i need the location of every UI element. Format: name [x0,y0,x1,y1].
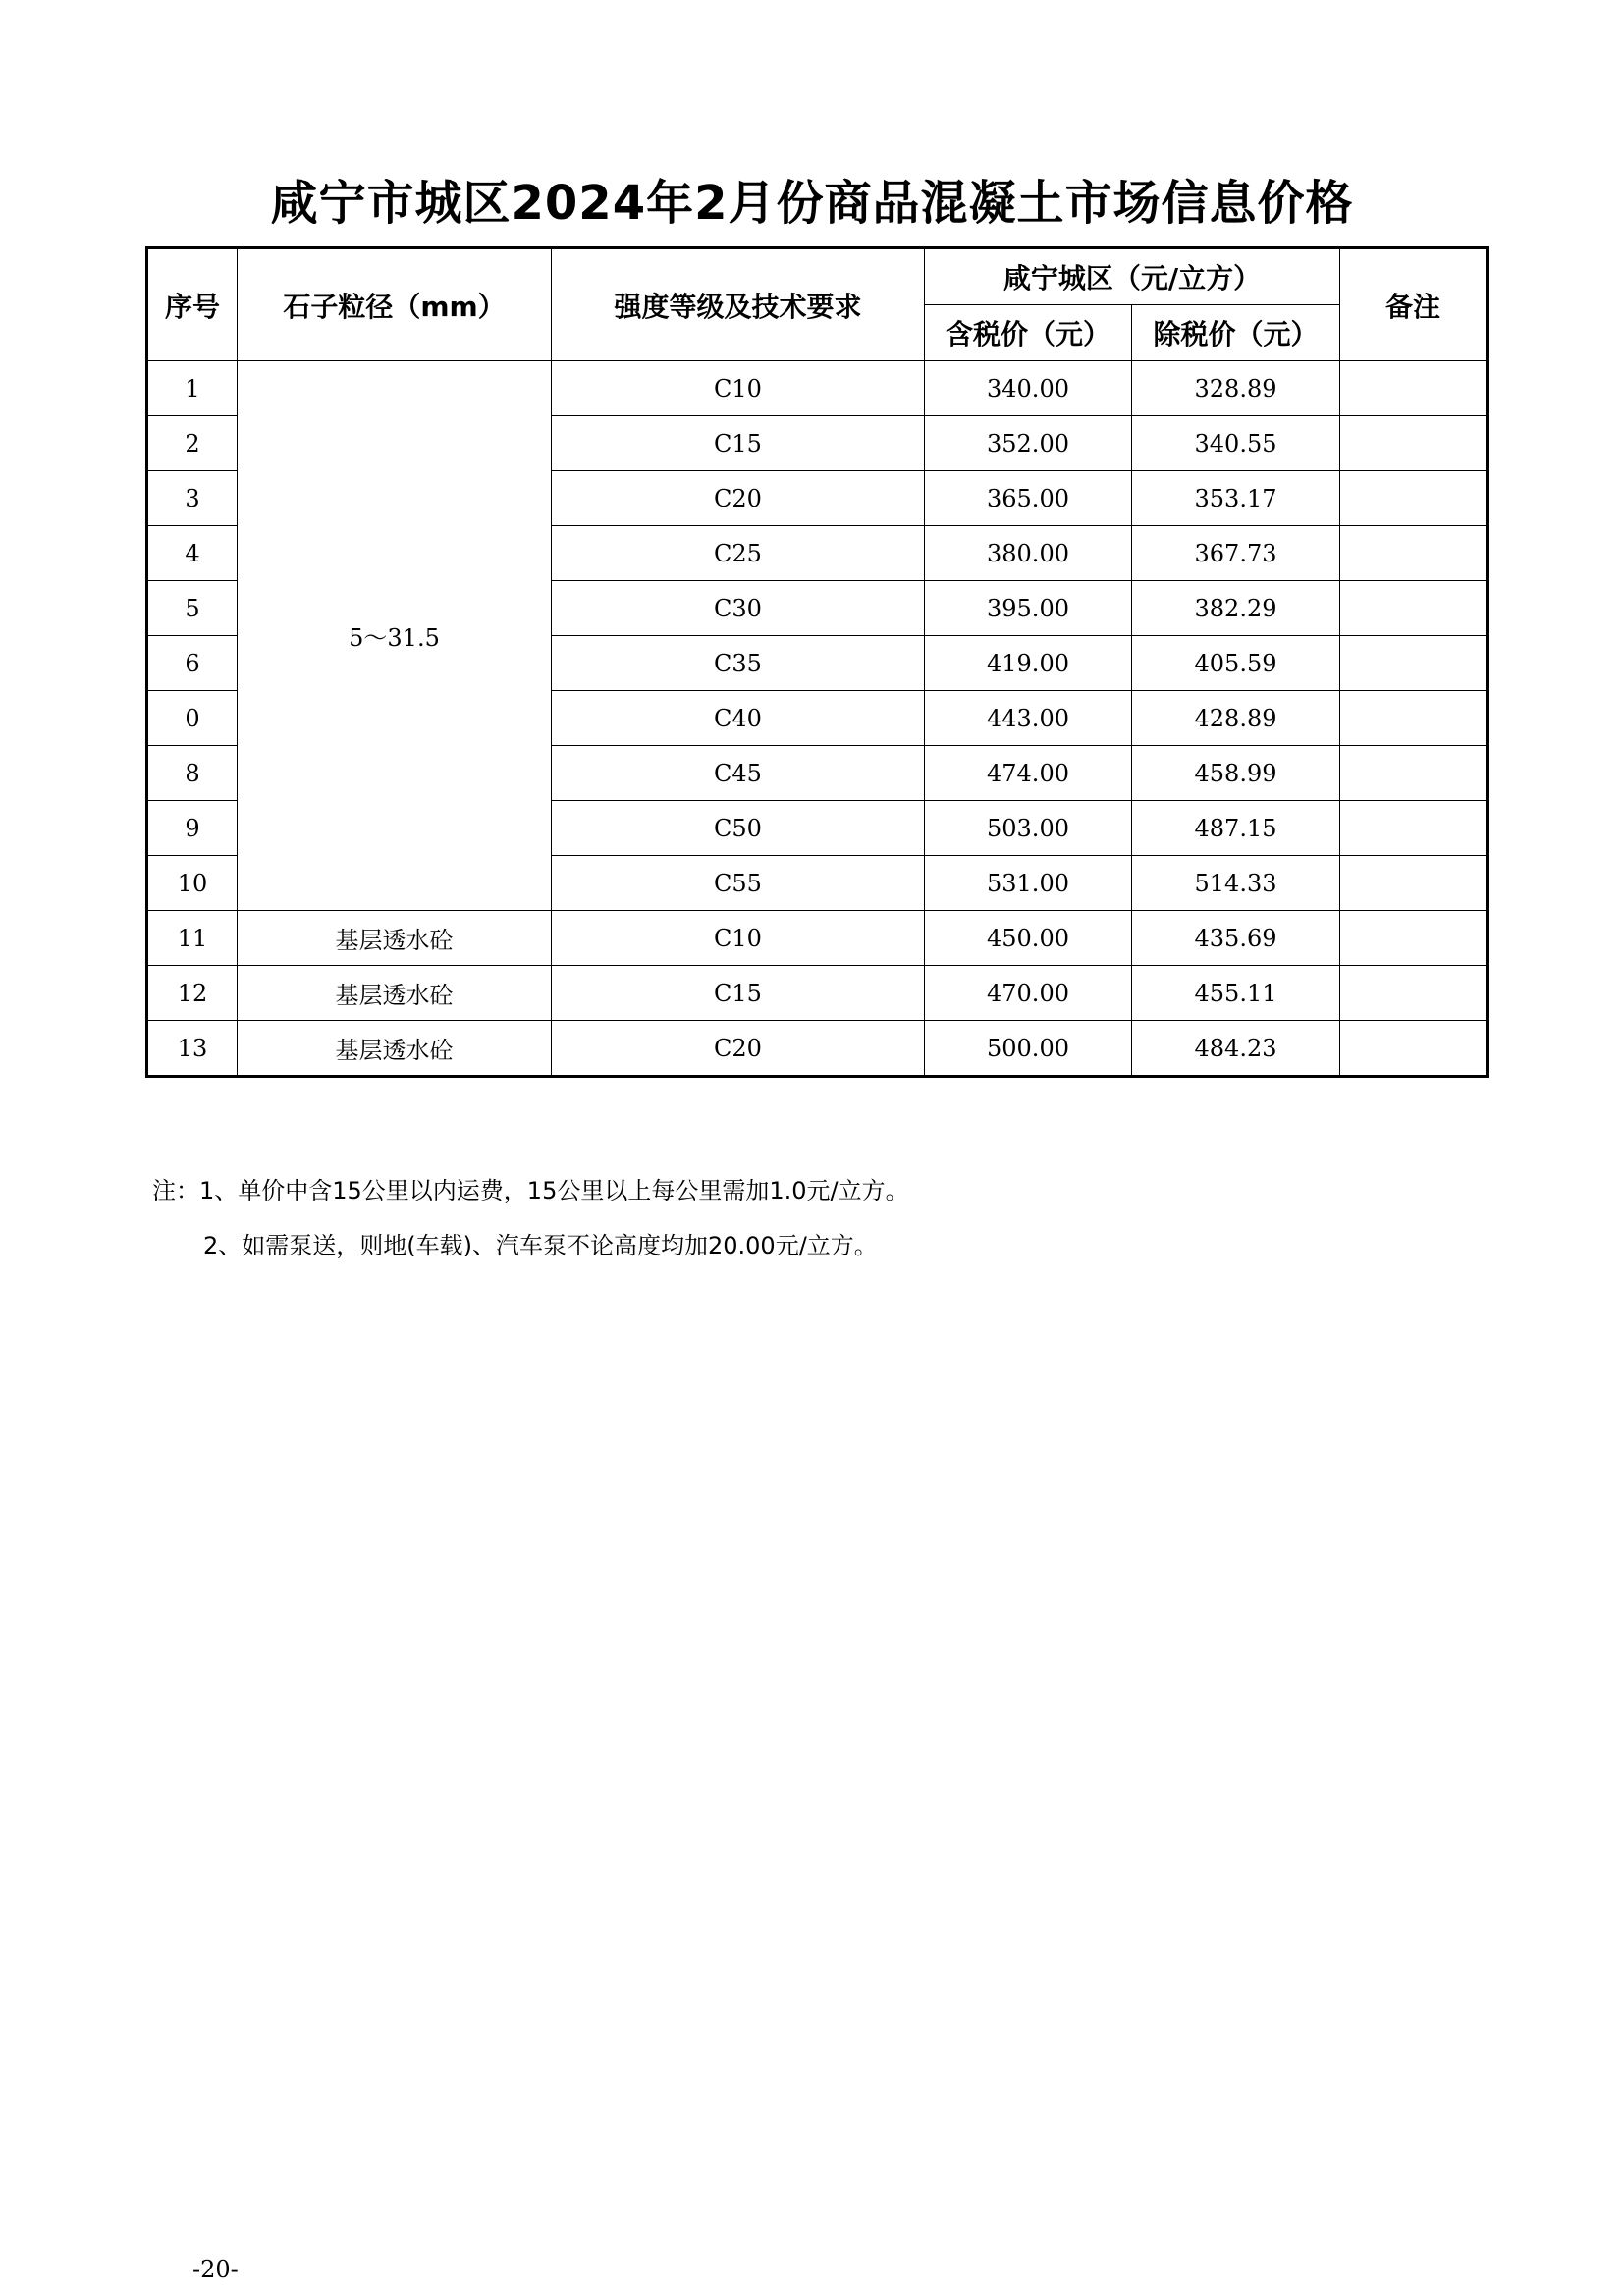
cell-tax-included: 531.00 [925,856,1132,911]
cell-tax-included: 450.00 [925,911,1132,966]
cell-grade: C25 [552,526,925,581]
cell-seq: 3 [147,471,238,526]
cell-tax-included: 380.00 [925,526,1132,581]
cell-remark [1340,471,1488,526]
cell-grade: C30 [552,581,925,636]
cell-tax-included: 474.00 [925,746,1132,801]
cell-tax-included: 352.00 [925,416,1132,471]
cell-grade: C20 [552,1021,925,1077]
cell-tax-excluded: 455.11 [1132,966,1340,1021]
note-line-1: 注：1、单价中含15公里以内运费，15公里以上每公里需加1.0元/立方。 [152,1177,909,1204]
cell-tax-excluded: 340.55 [1132,416,1340,471]
page-title: 咸宁市城区2024年2月份商品混凝土市场信息价格 [270,176,1354,231]
page-number: -20- [192,2256,239,2283]
cell-tax-excluded: 484.23 [1132,1021,1340,1077]
cell-remark [1340,416,1488,471]
cell-grade: C45 [552,746,925,801]
cell-remark [1340,746,1488,801]
cell-seq: 4 [147,526,238,581]
cell-tax-excluded: 405.59 [1132,636,1340,691]
cell-grade: C20 [552,471,925,526]
cell-tax-excluded: 382.29 [1132,581,1340,636]
header-tax-excluded: 除税价（元） [1132,305,1340,361]
cell-tax-excluded: 435.69 [1132,911,1340,966]
cell-grade: C55 [552,856,925,911]
price-table [145,246,1489,1078]
cell-remark [1340,361,1488,416]
table-row [147,966,1488,1021]
cell-remark [1340,581,1488,636]
cell-seq: 2 [147,416,238,471]
cell-remark [1340,911,1488,966]
cell-tax-included: 395.00 [925,581,1132,636]
header-remark: 备注 [1340,248,1488,361]
cell-tax-excluded: 428.89 [1132,691,1340,746]
cell-seq: 0 [147,691,238,746]
cell-tax-excluded: 514.33 [1132,856,1340,911]
cell-grade: C15 [552,416,925,471]
cell-tax-included: 503.00 [925,801,1132,856]
cell-stone-size: 基层透水砼 [238,1021,552,1077]
header-stone-size: 石子粒径（mm） [238,248,552,361]
cell-grade: C40 [552,691,925,746]
cell-tax-included: 443.00 [925,691,1132,746]
cell-remark [1340,636,1488,691]
header-row [147,248,1488,305]
cell-tax-included: 365.00 [925,471,1132,526]
cell-stone-size: 基层透水砼 [238,911,552,966]
cell-tax-excluded: 458.99 [1132,746,1340,801]
cell-tax-excluded: 367.73 [1132,526,1340,581]
table-row [147,1021,1488,1077]
cell-seq: 11 [147,911,238,966]
header-grade: 强度等级及技术要求 [552,248,925,361]
cell-tax-included: 470.00 [925,966,1132,1021]
cell-tax-included: 500.00 [925,1021,1132,1077]
cell-grade: C35 [552,636,925,691]
cell-seq: 5 [147,581,238,636]
cell-grade: C10 [552,361,925,416]
cell-tax-excluded: 353.17 [1132,471,1340,526]
cell-remark [1340,966,1488,1021]
table-row [147,361,1488,416]
header-tax-included: 含税价（元） [925,305,1132,361]
cell-seq: 9 [147,801,238,856]
cell-tax-included: 340.00 [925,361,1132,416]
cell-seq: 1 [147,361,238,416]
cell-tax-included: 419.00 [925,636,1132,691]
cell-stone-size: 基层透水砼 [238,966,552,1021]
cell-tax-excluded: 487.15 [1132,801,1340,856]
cell-remark [1340,1021,1488,1077]
cell-grade: C15 [552,966,925,1021]
header-seq: 序号 [147,248,238,361]
cell-remark [1340,801,1488,856]
notes [152,1163,909,1273]
cell-remark [1340,526,1488,581]
header-region: 咸宁城区（元/立方） [925,248,1340,305]
cell-seq: 13 [147,1021,238,1077]
cell-seq: 8 [147,746,238,801]
table-row [147,911,1488,966]
cell-seq: 6 [147,636,238,691]
cell-grade: C10 [552,911,925,966]
cell-tax-excluded: 328.89 [1132,361,1340,416]
note-line-2: 2、如需泵送，则地(车载)、汽车泵不论高度均加20.00元/立方。 [203,1232,878,1259]
cell-seq: 12 [147,966,238,1021]
cell-grade: C50 [552,801,925,856]
cell-stone-size-merged: 5～31.5 [238,361,552,911]
cell-remark [1340,856,1488,911]
cell-seq: 10 [147,856,238,911]
cell-remark [1340,691,1488,746]
